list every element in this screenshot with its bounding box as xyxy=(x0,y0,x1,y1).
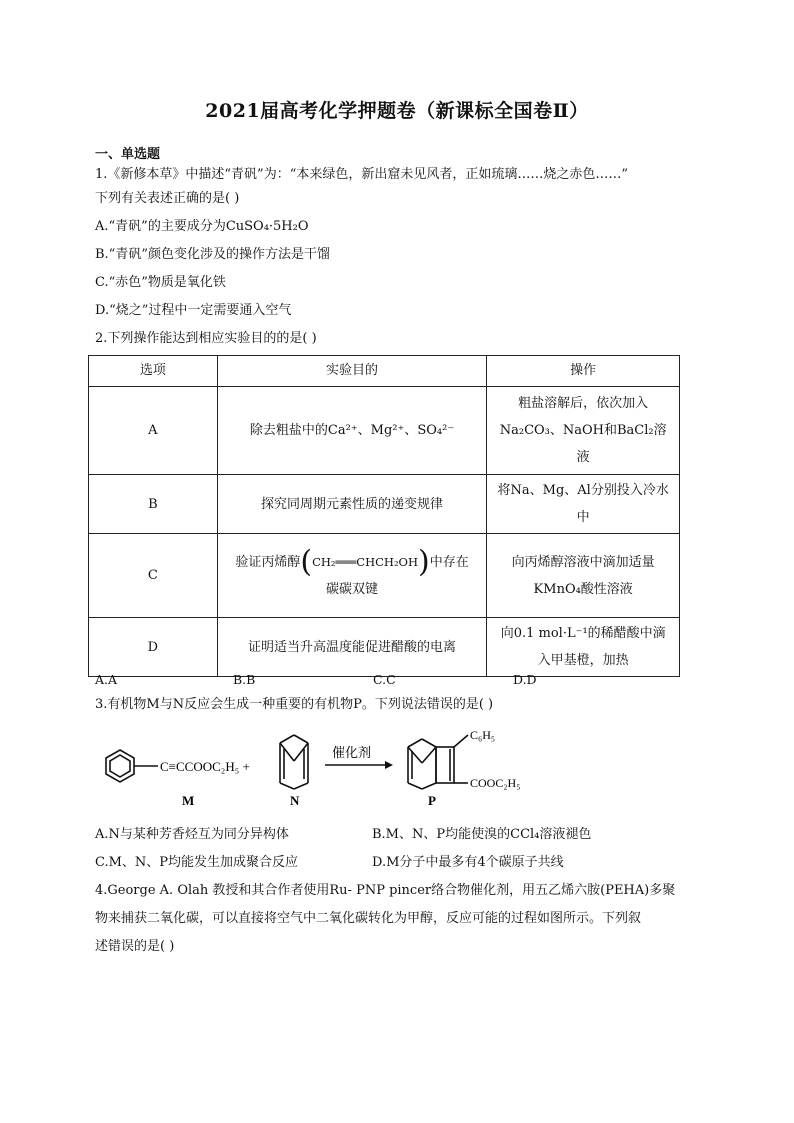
allyl-alcohol-formula: CH₂═══CHCH₂OH xyxy=(312,554,419,569)
q2-table xyxy=(88,355,680,677)
q2-choice-a: A.A xyxy=(95,672,118,687)
row-b-purpose: 探究同周期元素性质的递变规律 xyxy=(217,475,487,534)
row-c-purpose-pre: 验证丙烯醇 xyxy=(235,554,301,570)
header-purpose: 实验目的 xyxy=(217,356,487,387)
row-c-op-line: 向丙烯醇溶液中滴加适量 xyxy=(511,554,655,570)
catalyst-label: 催化剂 xyxy=(332,745,372,760)
row-d-op-line: 向0.1 mol·L⁻¹的稀醋酸中滴 xyxy=(500,626,666,641)
q3-option-c: C.M、N、P均能发生加成聚合反应 xyxy=(95,855,299,870)
n-label: N xyxy=(290,793,300,808)
p-substituent-phenyl: C₆H₅ xyxy=(470,728,496,742)
row-d-option: D xyxy=(89,618,218,677)
header-operation: 操作 xyxy=(487,356,680,387)
table-row xyxy=(89,475,680,534)
row-d-op-line: 入甲基橙，加热 xyxy=(537,653,629,668)
q3-option-d: D.M分子中最多有4个碳原子共线 xyxy=(372,855,564,870)
table-row xyxy=(89,387,680,475)
q4-stem-line-1: 4.George A. Olah 教授和其合作者使用Ru- PNP pincer络合物催化剂，用五乙烯六胺(PEHA)多聚 xyxy=(95,883,676,898)
row-c-purpose-line-2: 碳碳双键 xyxy=(326,581,379,597)
row-a-purpose: 除去粗盐中的Ca²⁺、Mg²⁺、SO₄²⁻ xyxy=(217,387,487,475)
table-row xyxy=(89,534,680,618)
q1-option-c: C.“赤色”物质是氧化铁 xyxy=(95,275,226,290)
q4-stem-line-2: 物来捕获二氧化碳，可以直接将空气中二氧化碳转化为甲醇，反应可能的过程如图所示。下列叙 xyxy=(95,911,642,926)
q2-stem: 2.下列操作能达到相应实验目的的是( ) xyxy=(95,331,317,346)
row-b-option: B xyxy=(89,475,218,534)
product-structure-icon xyxy=(408,735,468,789)
q3-stem: 3.有机物M与N反应会生成一种重要的有机物P。下列说法错误的是( ) xyxy=(95,697,494,712)
p-label: P xyxy=(428,793,436,808)
row-d-purpose: 证明适当升高温度能促进醋酸的电离 xyxy=(217,618,487,677)
benzene-ring-icon xyxy=(106,750,134,782)
row-a-option: A xyxy=(89,387,218,475)
row-c-purpose xyxy=(217,534,487,618)
q1-option-b: B.“青矾”颜色变化涉及的操作方法是干馏 xyxy=(95,247,330,262)
q1-option-a: A.“青矾”的主要成分为CuSO₄·5H₂O xyxy=(95,219,309,234)
row-c-op-line: KMnO₄酸性溶液 xyxy=(533,581,633,597)
q1-option-d: D.“烧之”过程中一定需要通入空气 xyxy=(95,303,292,318)
table-row xyxy=(89,618,680,677)
page-title: 2021届高考化学押题卷（新课标全国卷Ⅱ） xyxy=(205,100,589,122)
row-d-operation xyxy=(487,618,680,677)
p-substituent-ester: COOC₂H₅ xyxy=(470,776,521,790)
row-c-operation xyxy=(487,534,680,618)
paren-left: ( xyxy=(300,544,313,579)
row-a-operation xyxy=(487,387,680,475)
q4-stem-line-3: 述错误的是( ) xyxy=(95,939,175,954)
row-b-op-line: 中 xyxy=(576,510,590,525)
q1-stem-line-2: 下列有关表述正确的是( ) xyxy=(95,191,240,206)
row-c-purpose-post: 中存在 xyxy=(429,554,469,570)
row-c-option: C xyxy=(89,534,218,618)
row-c-purpose-line xyxy=(222,544,483,579)
q2-choice-d: D.D xyxy=(513,672,537,687)
arrowhead-icon xyxy=(385,761,393,769)
paren-right: ) xyxy=(418,544,430,579)
table-header-row xyxy=(89,356,680,387)
m-label: M xyxy=(182,793,195,808)
header-option: 选项 xyxy=(89,356,218,387)
q2-choice-b: B.B xyxy=(233,672,256,687)
row-b-operation xyxy=(487,475,680,534)
m-formula: C≡CCOOC₂H₅ + xyxy=(160,759,250,774)
q3-option-b: B.M、N、P均能使溴的CCl₄溶液褪色 xyxy=(372,827,592,842)
row-a-op-line: 粗盐溶解后，依次加入 xyxy=(518,396,649,411)
q3-option-a: A.N与某种芳香烃互为同分异构体 xyxy=(95,827,289,842)
q1-stem-line-1: 1.《新修本草》中描述“青矾”为：“本来绿色，新出窟未见风者，正如琉璃……烧之赤色……” xyxy=(95,167,628,182)
q2-choice-c: C.C xyxy=(373,672,396,687)
section-heading: 一、单选题 xyxy=(95,147,161,162)
norbornadiene-icon xyxy=(280,735,308,789)
row-a-op-line: Na₂CO₃、NaOH和BaCl₂溶 xyxy=(499,423,667,438)
row-b-op-line: 将Na、Mg、Al分别投入冷水 xyxy=(497,483,669,498)
row-a-op-line: 液 xyxy=(576,450,590,465)
reaction-scheme xyxy=(100,725,560,810)
